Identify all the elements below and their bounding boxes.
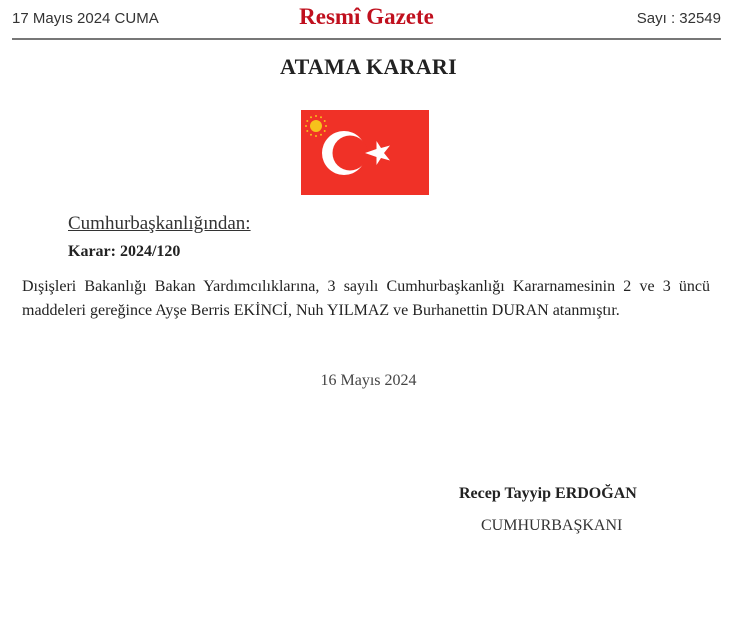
issue-number: Sayı : 32549 [636, 10, 721, 27]
signed-date: 16 Mayıs 2024 [320, 372, 417, 389]
gazette-header [12, 0, 721, 40]
document-title: ATAMA KARARI [280, 54, 457, 79]
issuer: Cumhurbaşkanlığından: [68, 213, 251, 234]
issue-date: 17 Mayıs 2024 CUMA [12, 10, 159, 27]
signatory-name: Recep Tayyip ERDOĞAN [459, 485, 637, 502]
flag-icon [301, 110, 429, 195]
decision-text: Dışişleri Bakanlığı Bakan Yardımcılıklarına, 3 sayılı Cumhurbaşkanlığı Kararnamesinin 2 ve 3 üncü maddeleri gereğince Ayşe Berris EKİNCİ, Nuh YILMAZ ve Burhanettin DURAN atanmıştır. [22, 278, 710, 319]
decision-number: Karar: 2024/120 [68, 243, 181, 260]
gazette-logo: Resmî Gazete [299, 4, 434, 29]
signatory-role: CUMHURBAŞKANI [481, 517, 623, 534]
